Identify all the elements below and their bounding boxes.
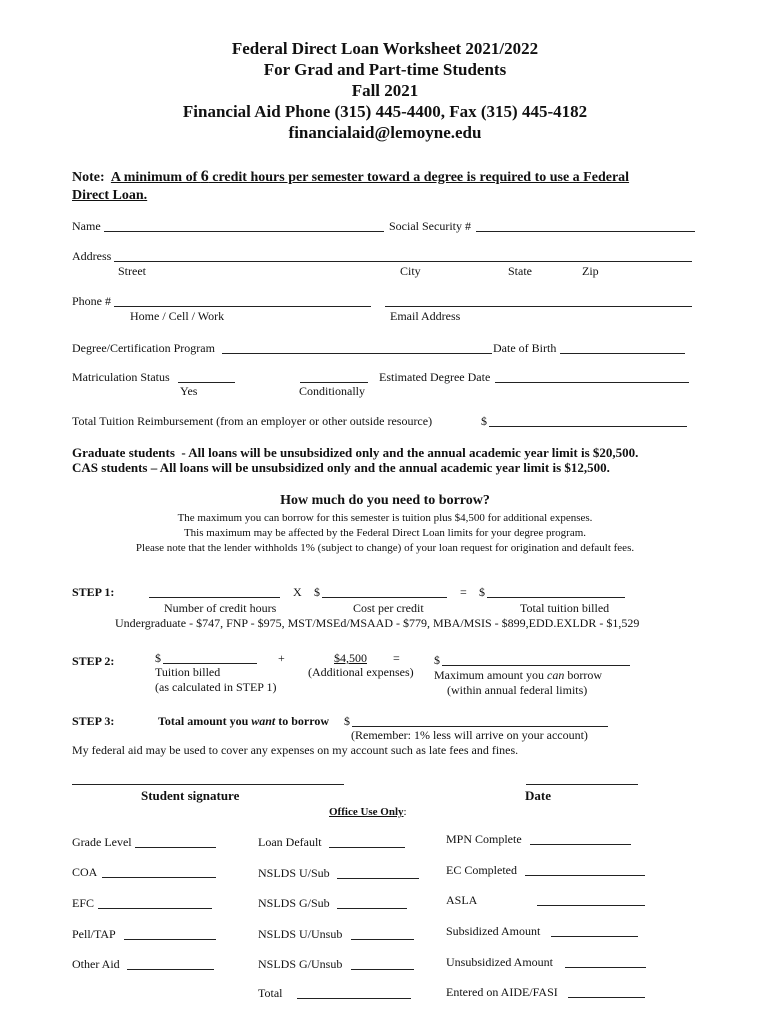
- unsubsidized-amount-field[interactable]: [565, 967, 646, 968]
- nslds-u-unsub-label: NSLDS U/Unsub: [258, 927, 343, 941]
- entered-aide-field[interactable]: [568, 997, 645, 998]
- step3-text-part1: Total amount you: [158, 714, 252, 728]
- step1-dollar-1: $: [314, 585, 320, 599]
- step1-label: STEP 1:: [72, 585, 115, 599]
- other-aid-field[interactable]: [127, 969, 214, 970]
- term-label: Fall 2021: [351, 81, 419, 100]
- borrow-info-1: The maximum you can borrow for this semester is tuition plus $4,500 for additional expenses.: [177, 512, 593, 524]
- phone-label: Phone #: [72, 294, 111, 308]
- matric-yes-field[interactable]: [178, 382, 235, 383]
- dob-field[interactable]: [560, 353, 685, 354]
- loan-default-label: Loan Default: [258, 835, 322, 849]
- unsubsidized-amount-label: Unsubsidized Amount: [446, 955, 553, 969]
- total-caption: Total tuition billed: [520, 601, 610, 615]
- subsidized-amount-field[interactable]: [551, 936, 638, 937]
- step1-equals: =: [460, 585, 467, 599]
- step3-text: [158, 714, 329, 728]
- step3-want: want: [251, 714, 276, 728]
- note-line-2: Direct Loan.: [72, 188, 148, 203]
- borrow-heading: How much do you need to borrow?: [280, 493, 490, 508]
- email-caption: Email Address: [390, 309, 461, 323]
- additional-caption: (Additional expenses): [308, 665, 414, 679]
- cas-limit: CAS students – All loans will be unsubsidized only and the annual academic year limit is $12,500.: [72, 460, 610, 475]
- ec-completed-label: EC Completed: [446, 863, 517, 877]
- pell-tap-field[interactable]: [124, 939, 216, 940]
- note-text-1: [111, 170, 629, 185]
- ssn-field[interactable]: [476, 231, 695, 232]
- efc-label: EFC: [72, 896, 95, 910]
- max-caption-part2: borrow: [564, 668, 602, 682]
- date-field[interactable]: [526, 784, 638, 785]
- note-text-part2: credit hours per semester toward a degree is required to use a Federal: [208, 170, 630, 185]
- nslds-g-sub-label: NSLDS G/Sub: [258, 896, 330, 910]
- note-line-1: [72, 168, 629, 186]
- office-use-title: [329, 805, 407, 819]
- coa-label: COA: [72, 865, 98, 879]
- step1-multiply: X: [293, 585, 302, 599]
- efc-field[interactable]: [98, 908, 212, 909]
- office-use-title-text: Office Use Only: [329, 806, 404, 818]
- grade-level-field[interactable]: [135, 847, 216, 848]
- step1-dollar-2: $: [479, 585, 485, 599]
- nslds-u-sub-label: NSLDS U/Sub: [258, 866, 330, 880]
- calc-caption: (as calculated in STEP 1): [155, 680, 277, 694]
- total-tuition-field[interactable]: [487, 597, 625, 598]
- max-caption-can: can: [547, 668, 565, 682]
- degree-field[interactable]: [222, 353, 492, 354]
- step2-plus: +: [278, 651, 285, 665]
- tuition-billed-caption: Tuition billed: [155, 665, 221, 679]
- step2-equals: =: [393, 651, 400, 665]
- cost-caption: Cost per credit: [353, 601, 424, 615]
- zip-caption: Zip: [582, 264, 599, 278]
- step3-label: STEP 3:: [72, 714, 115, 728]
- mpn-complete-field[interactable]: [530, 844, 631, 845]
- est-degree-field[interactable]: [495, 382, 689, 383]
- step3-text-part2: to borrow: [275, 714, 330, 728]
- additional-amount: $4,500: [334, 651, 367, 665]
- name-label: Name: [72, 219, 101, 233]
- rate-list: Undergraduate - $747, FNP - $975, MST/MSEd/MSAAD - $779, MBA/MSIS - $899,EDD.EXLDR - $1,529: [115, 616, 640, 630]
- graduate-limit: Graduate students - All loans will be unsubsidized only and the annual academic year limit is $20,500.: [72, 445, 639, 460]
- coa-field[interactable]: [102, 877, 216, 878]
- step2-label: STEP 2:: [72, 654, 115, 668]
- tuition-reimb-dollar: $: [481, 414, 487, 428]
- credit-hours-field[interactable]: [149, 597, 280, 598]
- worksheet-title: Federal Direct Loan Worksheet 2021/2022: [231, 39, 539, 58]
- signature-field[interactable]: [72, 784, 344, 785]
- asla-label: ASLA: [446, 893, 478, 907]
- borrow-info-3: Please note that the lender withholds 1% (subject to change) of your loan request for origination and default fees.: [135, 542, 635, 554]
- note-text-part1: A minimum of: [110, 170, 201, 185]
- matric-label: Matriculation Status: [72, 370, 170, 384]
- nslds-g-sub-field[interactable]: [337, 908, 407, 909]
- tuition-reimb-field[interactable]: [489, 426, 687, 427]
- tuition-reimb-label: Total Tuition Reimbursement (from an employer or other outside resource): [72, 414, 433, 428]
- max-caption: [434, 668, 602, 682]
- entered-aide-label: Entered on AIDE/FASI: [446, 985, 558, 999]
- mpn-complete-label: MPN Complete: [446, 832, 522, 846]
- matric-conditional-field[interactable]: [300, 382, 368, 383]
- total-field[interactable]: [297, 998, 411, 999]
- degree-label: Degree/Certification Program: [72, 341, 215, 355]
- remember-caption: (Remember: 1% less will arrive on your account): [351, 728, 588, 742]
- signature-caption: Student signature: [141, 788, 240, 803]
- street-caption: Street: [118, 264, 146, 278]
- nslds-u-unsub-field[interactable]: [351, 939, 414, 940]
- step3-dollar: $: [344, 714, 350, 728]
- address-field[interactable]: [114, 261, 692, 262]
- step2-dollar: $: [155, 651, 161, 665]
- max-caption-part1: Maximum amount you: [434, 668, 547, 682]
- total-label: Total: [258, 986, 283, 1000]
- aid-expenses-statement: My federal aid may be used to cover any expenses on my account such as late fees and fines.: [72, 743, 519, 757]
- nslds-g-unsub-field[interactable]: [351, 969, 414, 970]
- grade-level-label: Grade Level: [72, 835, 132, 849]
- ec-completed-field[interactable]: [525, 875, 645, 876]
- phone-fax-line: Financial Aid Phone (315) 445-4400, Fax (315) 445-4182: [182, 102, 588, 121]
- nslds-u-sub-field[interactable]: [337, 878, 419, 879]
- asla-field[interactable]: [537, 905, 645, 906]
- nslds-g-unsub-label: NSLDS G/Unsub: [258, 957, 343, 971]
- date-caption: Date: [525, 788, 551, 803]
- contact-email: financialaid@lemoyne.edu: [288, 123, 482, 142]
- pell-tap-label: Pell/TAP: [72, 927, 116, 941]
- address-label: Address: [72, 249, 112, 263]
- state-caption: State: [508, 264, 532, 278]
- yes-caption: Yes: [180, 384, 198, 398]
- cost-per-credit-field[interactable]: [322, 597, 447, 598]
- note-label: Note:: [72, 170, 105, 185]
- city-caption: City: [400, 264, 421, 278]
- email-field[interactable]: [385, 306, 692, 307]
- phone-field[interactable]: [114, 306, 371, 307]
- credit-hours-caption: Number of credit hours: [164, 601, 277, 615]
- other-aid-label: Other Aid: [72, 957, 120, 971]
- loan-default-field[interactable]: [329, 847, 405, 848]
- dob-label: Date of Birth: [493, 341, 557, 355]
- ssn-label: Social Security #: [389, 219, 471, 233]
- note-number: 6: [200, 168, 209, 185]
- phone-type-caption: Home / Cell / Work: [130, 309, 225, 323]
- within-limits-caption: (within annual federal limits): [447, 683, 588, 697]
- name-field[interactable]: [104, 231, 384, 232]
- worksheet-subtitle: For Grad and Part-time Students: [263, 60, 507, 79]
- tuition-billed-field[interactable]: [163, 663, 257, 664]
- step2-max-dollar: $: [434, 653, 440, 667]
- max-borrow-field[interactable]: [442, 665, 630, 666]
- subsidized-amount-label: Subsidized Amount: [446, 924, 541, 938]
- borrow-info-2: This maximum may be affected by the Federal Direct Loan limits for your degree program.: [183, 527, 587, 539]
- conditionally-caption: Conditionally: [299, 384, 365, 398]
- office-use-colon: :: [403, 806, 407, 818]
- borrow-amount-field[interactable]: [352, 726, 608, 727]
- est-degree-label: Estimated Degree Date: [379, 370, 491, 384]
